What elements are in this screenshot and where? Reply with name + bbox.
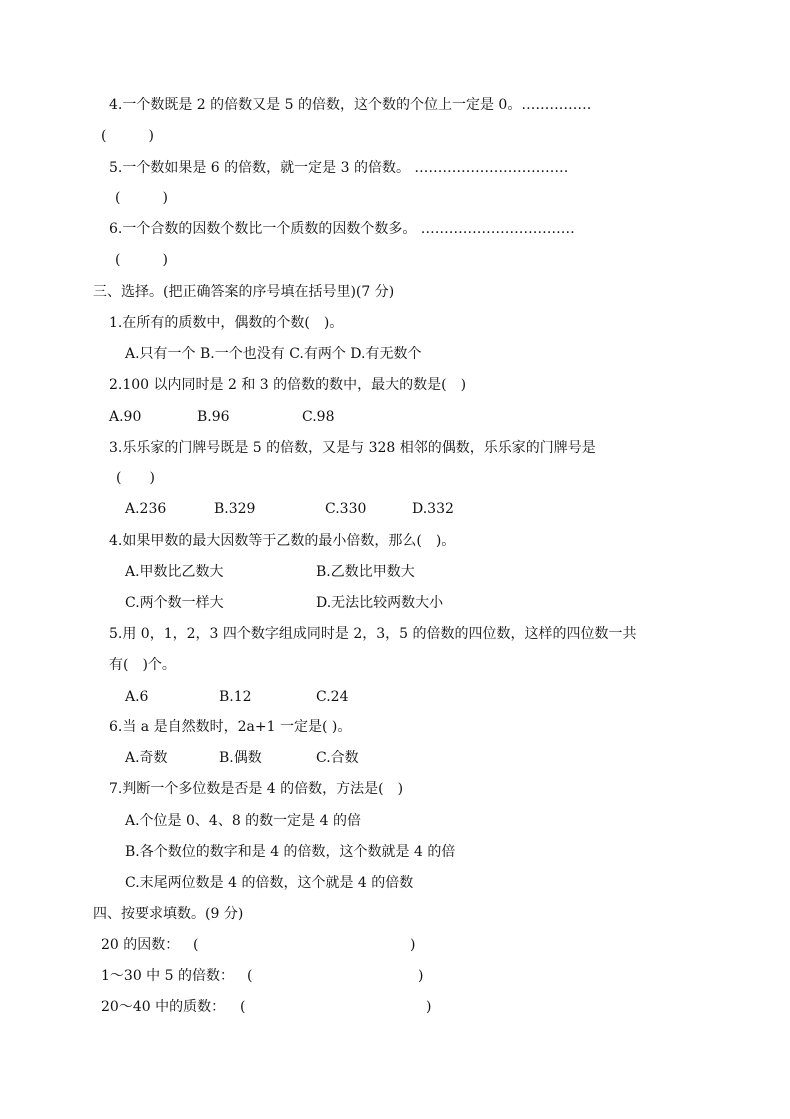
choice-q6-option-b: B.偶数 <box>219 750 262 766</box>
choice-q4-text: 4.如果甲数的最大因数等于乙数的最小倍数，那么( )。 <box>109 533 456 549</box>
fill-factors-of-20-label: 20 的因数： <box>101 937 180 953</box>
section3-title: 三、选择。(把正确答案的序号填在括号里)(7 分) <box>93 284 395 300</box>
judgment-q5-text: 5.一个数如果是 6 的倍数，就一定是 3 的倍数。 …………………………… <box>109 160 569 176</box>
fill-multiples-of-5-close[interactable]: ) <box>418 968 424 984</box>
choice-q5-option-c: C.24 <box>316 689 349 705</box>
choice-q4-option-d: D.无法比较两数大小 <box>316 595 444 611</box>
choice-q1-options: A.只有一个 B.一个也没有 C.有两个 D.有无数个 <box>125 346 422 362</box>
choice-q2-option-a: A.90 <box>109 409 142 425</box>
fill-multiples-of-5-open[interactable]: ( <box>247 968 253 984</box>
judgment-q5-answer-blank[interactable]: ( ) <box>115 190 168 206</box>
choice-q3-text: 3.乐乐家的门牌号既是 5 的倍数，又是与 328 相邻的偶数，乐乐家的门牌号是 <box>109 440 596 456</box>
choice-q3-option-a: A.236 <box>125 501 167 517</box>
choice-q6-text: 6.当 a 是自然数时，2a+1 一定是( )。 <box>109 719 352 735</box>
section4-title: 四、按要求填数。(9 分) <box>93 906 244 922</box>
choice-q5-text: 5.用 0，1，2，3 四个数字组成同时是 2，3，5 的倍数的四位数，这样的四位数一共 <box>109 626 637 642</box>
fill-primes-20-40-label: 20～40 中的质数： <box>101 999 226 1015</box>
choice-q4-option-b: B.乙数比甲数大 <box>316 564 415 580</box>
choice-q7-option-b: B.各个数位的数字和是 4 的倍数，这个数就是 4 的倍 <box>125 844 456 860</box>
judgment-q4-text: 4.一个数既是 2 的倍数又是 5 的倍数，这个数的个位上一定是 0。…………… <box>109 97 592 113</box>
choice-q2-option-b: B.96 <box>197 409 230 425</box>
choice-q3-option-b: B.329 <box>214 501 256 517</box>
choice-q5-option-a: A.6 <box>125 689 149 705</box>
fill-multiples-of-5-label: 1～30 中 5 的倍数： <box>101 968 234 984</box>
fill-primes-20-40-open[interactable]: ( <box>240 999 246 1015</box>
choice-q4-option-a: A.甲数比乙数大 <box>125 564 224 580</box>
fill-primes-20-40-close[interactable]: ) <box>426 999 432 1015</box>
choice-q2-text: 2.100 以内同时是 2 和 3 的倍数的数中，最大的数是( ) <box>109 377 467 393</box>
fill-factors-of-20-open[interactable]: ( <box>193 937 199 953</box>
choice-q7-option-c: C.末尾两位数是 4 的倍数，这个就是 4 的倍数 <box>125 875 414 891</box>
choice-q6-option-a: A.奇数 <box>125 750 168 766</box>
judgment-q4-answer-blank[interactable]: ( ) <box>101 128 154 144</box>
choice-q6-option-c: C.合数 <box>316 750 359 766</box>
choice-q4-option-c: C.两个数一样大 <box>125 595 224 611</box>
choice-q3-option-d: D.332 <box>412 501 454 517</box>
choice-q3-answer-blank[interactable]: ( ) <box>116 470 155 486</box>
choice-q7-text: 7.判断一个多位数是否是 4 的倍数，方法是( ) <box>109 781 404 797</box>
choice-q2-option-c: C.98 <box>302 409 335 425</box>
choice-q1-text: 1.在所有的质数中，偶数的个数( )。 <box>109 315 344 331</box>
choice-q7-option-a: A.个位是 0、4、8 的数一定是 4 的倍 <box>125 813 361 829</box>
choice-q5-text-cont: 有( )个。 <box>109 657 176 673</box>
choice-q5-option-b: B.12 <box>219 689 252 705</box>
fill-factors-of-20-close[interactable]: ) <box>410 937 416 953</box>
choice-q3-option-c: C.330 <box>325 501 367 517</box>
judgment-q6-text: 6.一个合数的因数个数比一个质数的因数个数多。 …………………………… <box>109 221 575 237</box>
judgment-q6-answer-blank[interactable]: ( ) <box>115 252 168 268</box>
